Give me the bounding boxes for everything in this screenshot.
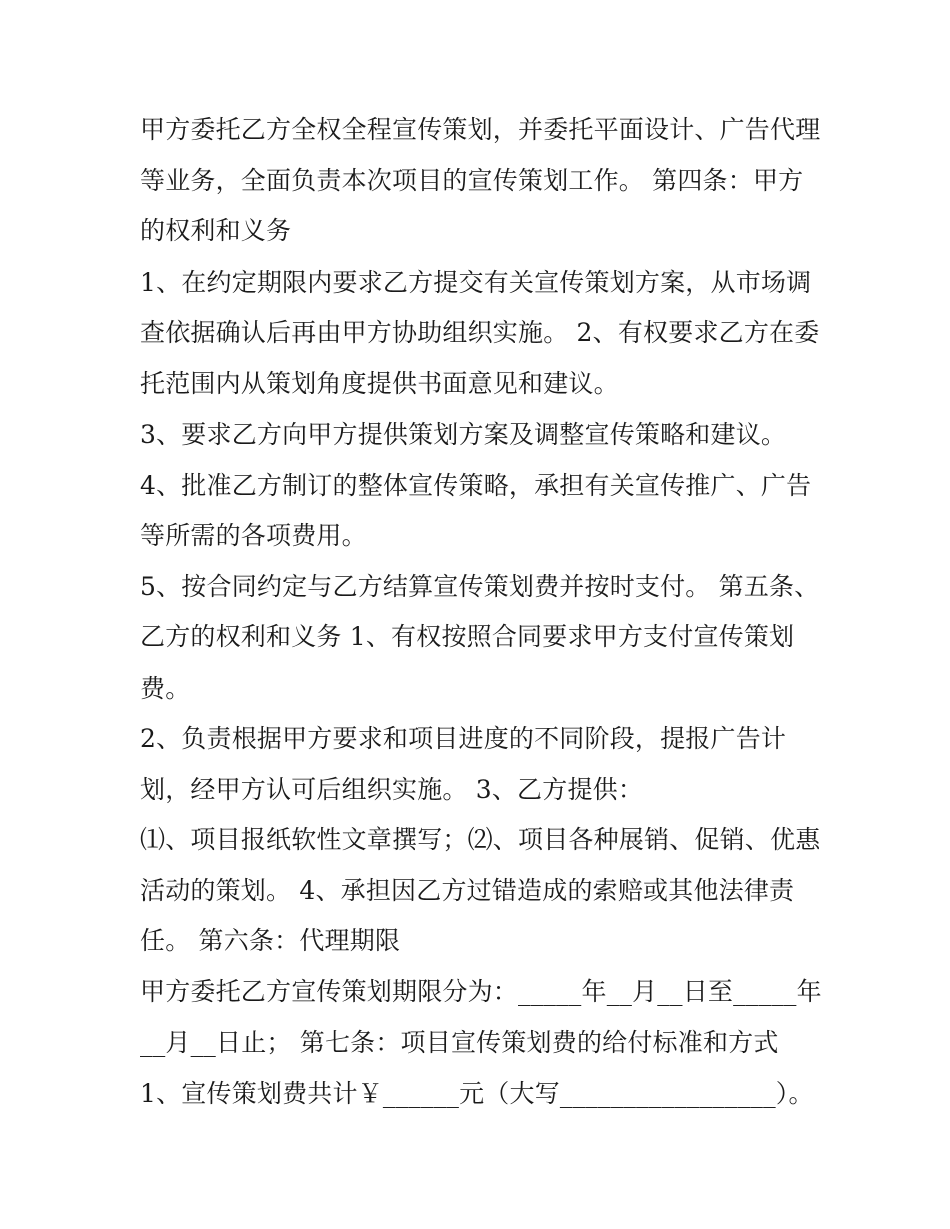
text-line: 甲方委托乙方全权全程宣传策划，并委托平面设计、广告代理 <box>140 115 821 144</box>
text-line: ⑴、项目报纸软性文章撰写；⑵、项目各种展销、促销、优惠 <box>140 825 821 854</box>
text-line: 乙方的权利和义务 1、有权按照合同要求甲方支付宣传策划 <box>140 622 795 651</box>
text-line: 3、要求乙方向甲方提供策划方案及调整宣传策略和建议。 <box>140 420 787 449</box>
text-line: 任。 第六条：代理期限 <box>140 926 401 955</box>
text-line: 查依据确认后再由甲方协助组织实施。 2、有权要求乙方在委 <box>140 318 820 347</box>
text-line: 2、负责根据甲方要求和项目进度的不同阶段，提报广告计 <box>140 724 787 753</box>
text-line: 1、在约定期限内要求乙方提交有关宣传策划方案，从市场调 <box>140 268 812 297</box>
text-line: 的权利和义务 <box>140 216 292 245</box>
text-line: 4、批准乙方制订的整体宣传策略，承担有关宣传推广、广告 <box>140 471 812 500</box>
text-line: 托范围内从策划角度提供书面意见和建议。 <box>140 369 619 398</box>
text-line: 等所需的各项费用。 <box>140 521 367 550</box>
text-line: __月__日止； 第七条：项目宣传策划费的给付标准和方式 <box>140 1028 779 1057</box>
text-line: 费。 <box>140 674 191 703</box>
text-line: 1、宣传策划费共计￥______元（大写_________________）。 <box>140 1079 814 1108</box>
text-line: 等业务，全面负责本次项目的宣传策划工作。 第四条：甲方 <box>140 166 804 195</box>
text-line: 5、按合同约定与乙方结算宣传策划费并按时支付。 第五条、 <box>140 572 820 601</box>
text-line: 划，经甲方认可后组织实施。 3、乙方提供： <box>140 775 644 804</box>
text-line: 甲方委托乙方宣传策划期限分为：_____年__月__日至_____年 <box>140 977 822 1006</box>
text-line: 活动的策划。 4、承担因乙方过错造成的索赔或其他法律责 <box>140 876 795 905</box>
